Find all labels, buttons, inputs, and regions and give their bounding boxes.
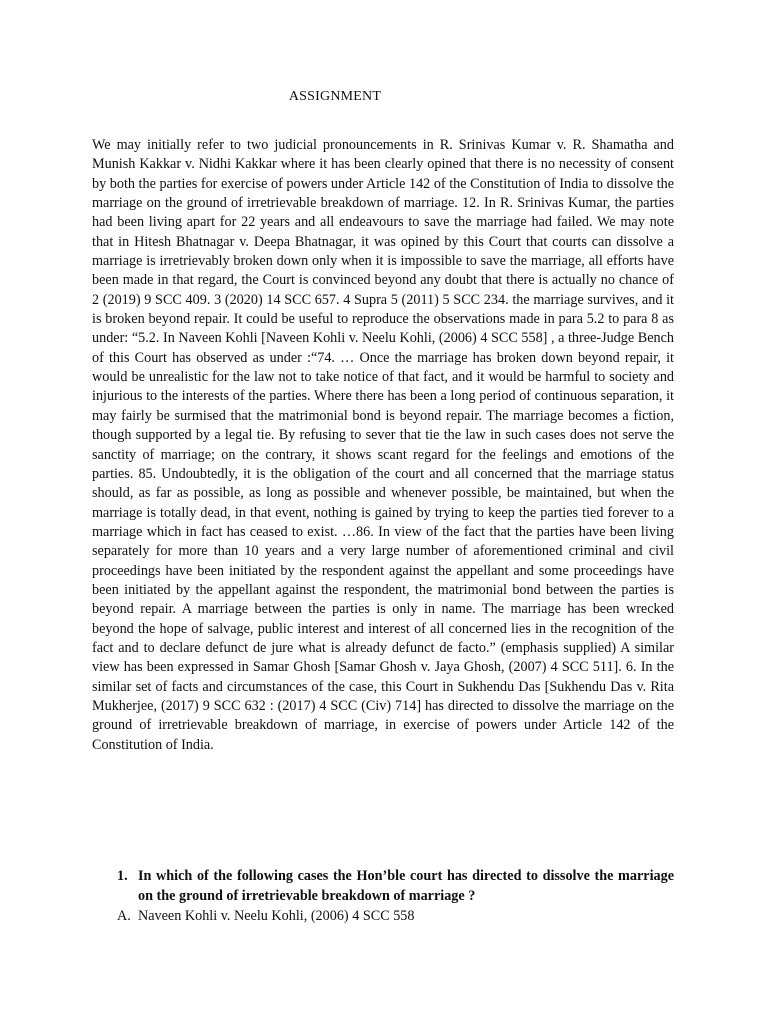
question-list (117, 866, 674, 926)
option-letter: A. (117, 908, 131, 924)
question-number: 1. (117, 868, 128, 884)
question-text: In which of the following cases the Hon’ble court has directed to dissolve the marriage on the ground of irretrievable breakdown of marriage ? (138, 868, 674, 904)
document-title: ASSIGNMENT (288, 89, 382, 104)
answer-option-a (117, 906, 674, 926)
option-text: Naveen Kohli v. Neelu Kohli, (2006) 4 SCC 558 (138, 908, 415, 924)
assignment-passage: We may initially refer to two judicial pronouncements in R. Srinivas Kumar v. R. Shamatha and Munish Kakkar v. Nidhi Kakkar where it has been clearly opined that there is no necessity of consent by both the parties for exercise of powers under Article 142 of the Constitution of India to dissolve the marriage on the ground of irretrievable breakdown of marriage. 12. In R. Srinivas Kumar, the parties had been living apart for 22 years and all endeavours to save the marriage had failed. We may note that in Hitesh Bhatnagar v. Deepa Bhatnagar, it was opined by this Court that courts can dissolve a marriage is irretrievably broken down only when it is impossible to save the marriage, all efforts have been made in that regard, the Court is convinced beyond any doubt that there is actually no chance of 2 (2019) 9 SCC 409. 3 (2020) 14 SCC 657. 4 Supra 5 (2011) 5 SCC 234. the marriage survives, and it is broken beyond repair. It could be useful to reproduce the observations made in para 5.2 to para 8 as under: “5.2. In Naveen Kohli [Naveen Kohli v. Neelu Kohli, (2006) 4 SCC 558] , a three-Judge Bench of this Court has observed as under :“74. … Once the marriage has broken down beyond repair, it would be unrealistic for the law not to take notice of that fact, and it would be harmful to society and injurious to the interests of the parties. Where there has been a long period of continuous separation, it may fairly be surmised that the matrimonial bond is beyond repair. The marriage becomes a fiction, though supported by a legal tie. By refusing to sever that tie the law in such cases does not serve the sanctity of marriage; on the contrary, it shows scant regard for the feelings and emotions of the parties. 85. Undoubtedly, it is the obligation of the court and all concerned that the marriage status should, as far as possible, as long as possible and whenever possible, be maintained, but when the marriage is totally dead, in that event, nothing is gained by trying to keep the parties tied forever to a marriage which in fact has ceased to exist. …86. In view of the fact that the parties have been living separately for more than 10 years and a very large number of aforementioned criminal and civil proceedings have been initiated by the respondent against the appellant and some proceedings have been initiated by the appellant against the respondent, the matrimonial bond between the parties is beyond repair. A marriage between the parties is only in name. The marriage has been wrecked beyond the hope of salvage, public interest and interest of all concerned lies in the recognition of the fact and to declare defunct de jure what is already defunct de facto.” (emphasis supplied) A similar view has been expressed in Samar Ghosh [Samar Ghosh v. Jaya Ghosh, (2007) 4 SCC 511]. 6. In the similar set of facts and circumstances of the case, this Court in Sukhendu Das [Sukhendu Das v. Rita Mukherjee, (2017) 9 SCC 632 : (2017) 4 SCC (Civ) 714] has directed to dissolve the marriage on the ground of irretrievable breakdown of marriage, in exercise of powers under Article 142 of the Constitution of India. (92, 137, 674, 753)
question-item (117, 866, 674, 906)
